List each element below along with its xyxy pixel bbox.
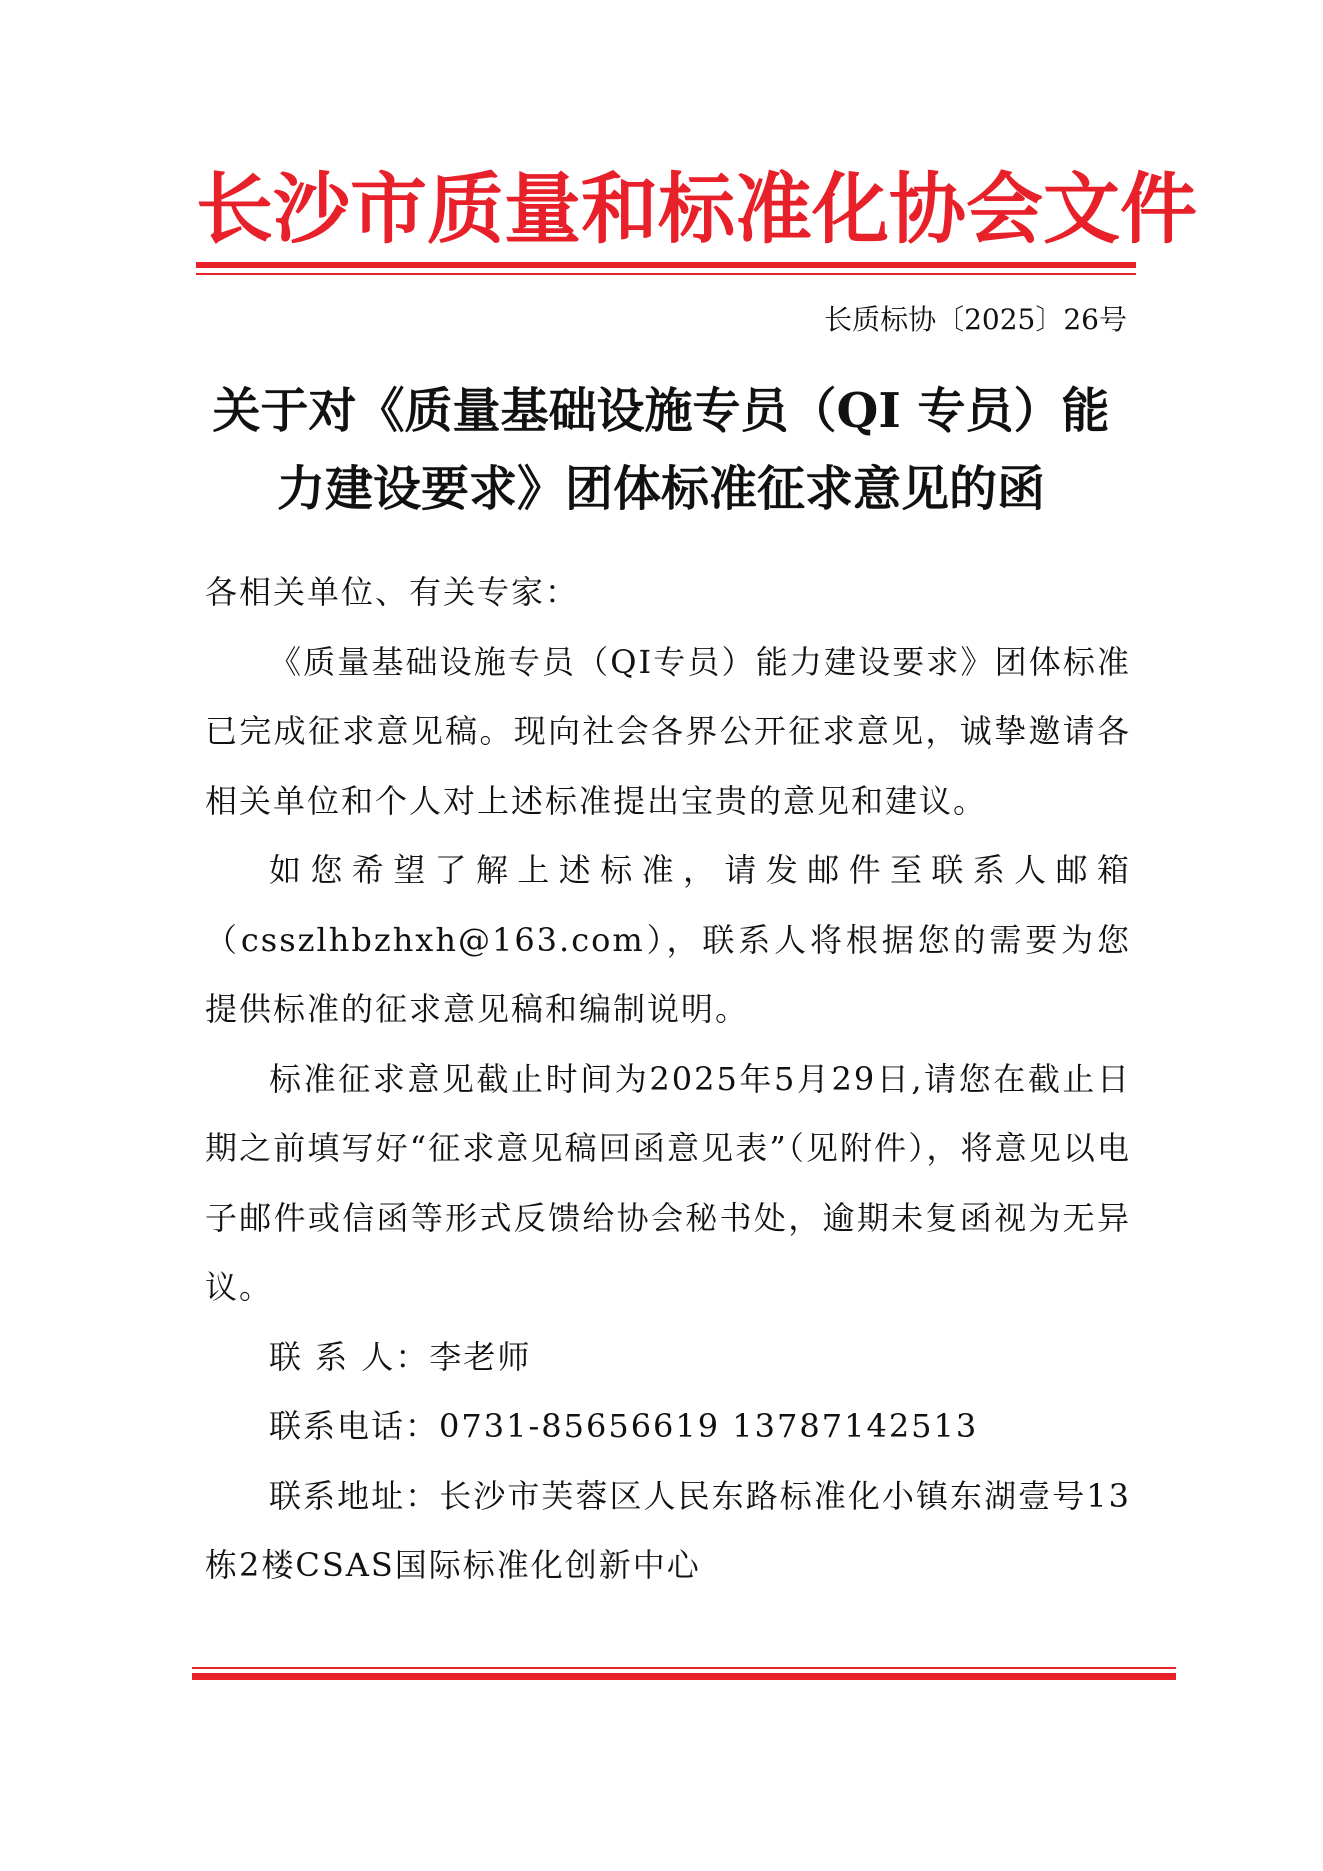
header-rule-thin (196, 273, 1136, 275)
paragraph-contact-email: 如您希望了解上述标准，请发邮件至联系人邮箱（csszlhbzhxh@163.com），联系人将根据您的需要为您提供标准的征求意见稿和编制说明。 (205, 851, 1131, 1028)
footer-rule-thick (192, 1673, 1176, 1680)
paragraph-intro: 《质量基础设施专员（QI专员）能力建设要求》团体标准已完成征求意见稿。现向社会各界公开征求意见，诚挚邀请各相关单位和个人对上述标准提出宝贵的意见和建议。 (205, 642, 1131, 820)
header-rule-thick (196, 262, 1136, 268)
letter-title: 关于对《质量基础设施专员（QI 专员）能力建设要求》团体标准征求意见的函 (212, 383, 1110, 517)
document-number: 长质标协〔2025〕26号 (824, 303, 1127, 336)
org-masthead-title: 长沙市质量和标准化协会文件 (196, 165, 1197, 255)
paragraph-deadline: 标准征求意见截止时间为2025年5月29日,请您在截止日期之前填写好“征求意见稿回函意见表”（见附件），将意见以电子邮件或信函等形式反馈给协会秘书处，逾期未复函视为无异议。 (205, 1059, 1131, 1306)
letter-body (205, 558, 1131, 1601)
contact-address: 联系地址：长沙市芙蓉区人民东路标准化小镇东湖壹号13栋2楼CSAS国际标准化创新中心 (205, 1476, 1131, 1584)
footer-rule-thin (192, 1667, 1176, 1669)
contact-person: 联 系 人：李老师 (269, 1337, 532, 1376)
salutation: 各相关单位、有关专家： (205, 573, 580, 611)
contact-phone: 联系电话：0731-85656619 13787142513 (269, 1407, 979, 1445)
